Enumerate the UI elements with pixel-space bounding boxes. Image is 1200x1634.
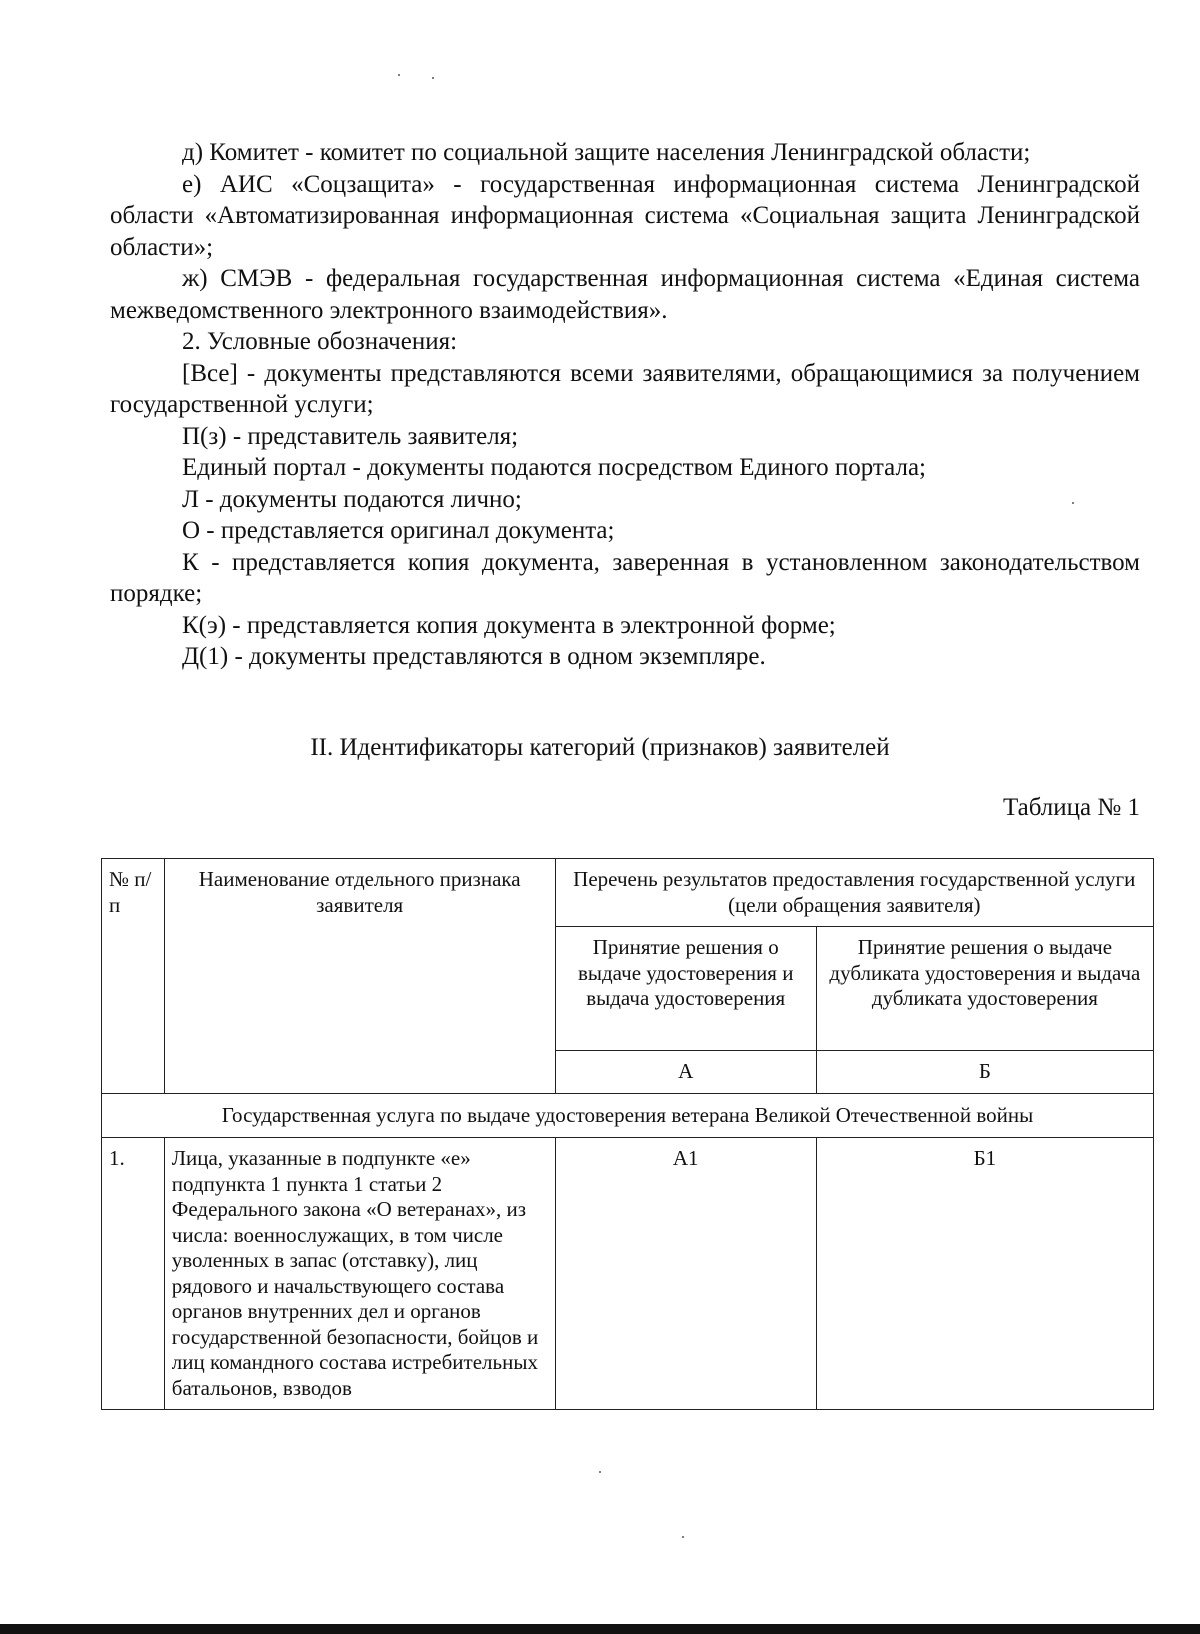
section-title: II. Идентификаторы категорий (признаков) заявителей	[310, 734, 890, 761]
definition-zh: ж) СМЭВ - федеральная государственная информационная система «Единая система межведомственного электронного взаимодействия».	[110, 265, 1140, 324]
scan-edge	[0, 1624, 1200, 1634]
header-results-group: Перечень результатов предоставления государственной услуги (цели обращения заявителя)	[555, 859, 1153, 927]
row-num: 1.	[102, 1138, 165, 1410]
symbol-all: [Все] - документы представляются всеми заявителями, обращающимися за получением государственной услуги;	[110, 359, 1140, 418]
scan-speck	[432, 77, 434, 79]
service-row	[102, 1093, 1154, 1138]
service-title: Государственная услуга по выдаче удостоверения ветерана Великой Отечественной войны	[102, 1093, 1154, 1138]
symbol-copy: К - представляется копия документа, заверенная в установленном законодательством порядке;	[110, 548, 1140, 607]
symbol-portal: Единый портал - документы подаются посредством Единого портала;	[182, 454, 926, 481]
row-name: Лица, указанные в подпункте «е» подпункта 1 пункта 1 статьи 2 Федерального закона «О ветеранах», из числа: военнослужащих, в том числе уволенных в запас (отставку), лиц рядового и начальствующего состава органов внутренних дел и органов государственной безопасности, бойцов и лиц командного состава истребительных батальонов, взводов	[164, 1138, 555, 1410]
header-result-b: Принятие решения о выдаче дубликата удостоверения и выдача дубликата удостоверения	[816, 927, 1153, 1051]
symbols-heading: 2. Условные обозначения:	[182, 328, 458, 355]
scan-speck	[599, 1471, 601, 1473]
scan-speck	[682, 1536, 684, 1538]
applicant-categories-table	[101, 858, 1154, 1410]
header-name: Наименование отдельного признака заявителя	[164, 859, 555, 1094]
table-header-row	[102, 859, 1154, 927]
row-code-a: А1	[555, 1138, 816, 1410]
scan-speck	[1072, 502, 1074, 504]
table-row	[102, 1138, 1154, 1410]
symbol-original: О - представляется оригинал документа;	[182, 517, 615, 544]
definition-e: е) АИС «Соцзащита» - государственная информационная система Ленинградской области «Автоматизированная информационная система «Социальная защита Ленинградской области»;	[110, 170, 1140, 261]
definitions-block	[110, 137, 1140, 673]
scan-speck	[398, 74, 400, 76]
header-result-a: Принятие решения о выдаче удостоверения и выдача удостоверения	[555, 927, 816, 1051]
header-code-b: Б	[816, 1051, 1153, 1094]
header-code-a: А	[555, 1051, 816, 1094]
header-num: № п/п	[102, 859, 165, 1094]
symbol-personal: Л - документы подаются лично;	[182, 485, 522, 513]
symbol-one-copy: Д(1) - документы представляются в одном экземпляре.	[182, 643, 766, 670]
symbol-representative: П(з) - представитель заявителя;	[182, 422, 519, 450]
symbol-electronic-copy: К(э) - представляется копия документа в электронной форме;	[182, 611, 836, 639]
definition-d: д) Комитет - комитет по социальной защите населения Ленинградской области;	[182, 139, 1031, 166]
table-caption: Таблица № 1	[1002, 794, 1140, 821]
row-code-b: Б1	[816, 1138, 1153, 1410]
